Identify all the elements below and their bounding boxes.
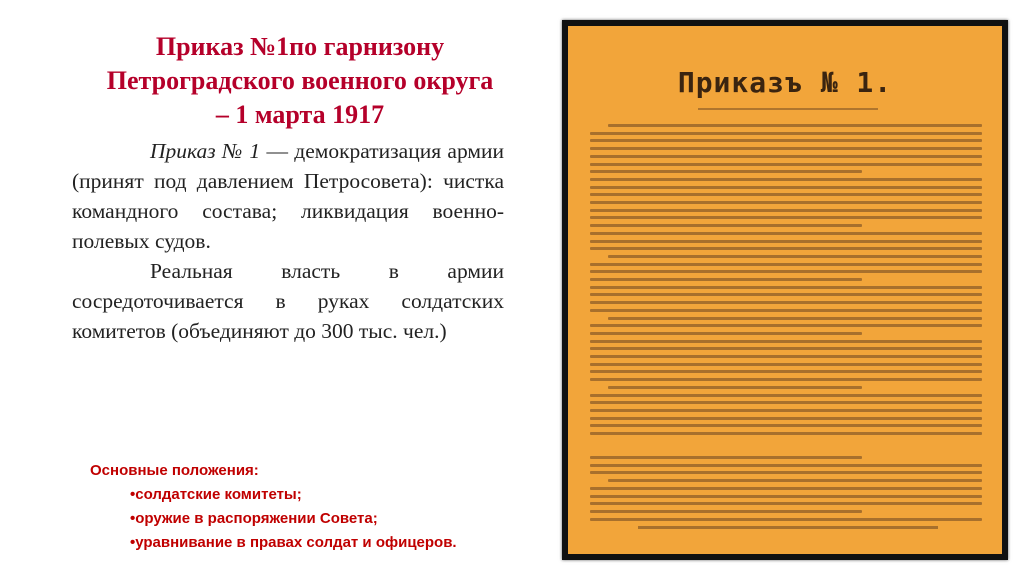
document-text-line	[590, 186, 982, 189]
document-text-line	[590, 247, 982, 250]
title-line-1: Приказ №1по гарнизону	[155, 32, 445, 61]
document-text-line	[590, 147, 982, 150]
document-heading-rule	[698, 108, 878, 110]
document-text-line	[590, 170, 862, 173]
document-text-line	[590, 417, 982, 420]
document-text-line	[590, 301, 982, 304]
document-text-line	[608, 255, 982, 258]
paragraph-order-description	[72, 136, 504, 256]
document-text-line	[590, 394, 982, 397]
document-text-line	[590, 139, 982, 142]
document-text-line	[590, 424, 982, 427]
document-text-line	[590, 224, 862, 227]
body-text	[72, 136, 504, 346]
order-name: Приказ № 1	[150, 139, 261, 163]
document-text-line	[590, 409, 982, 412]
document-text-line	[590, 293, 982, 296]
slide-title	[70, 30, 530, 132]
document-text-line	[590, 178, 982, 181]
document-text-line	[590, 432, 982, 435]
document-text-line	[590, 309, 982, 312]
document-text-line	[590, 263, 982, 266]
document-text-line	[590, 401, 982, 404]
document-text-line	[590, 363, 982, 366]
document-heading: Приказъ № 1.	[677, 66, 893, 99]
document-paper	[568, 26, 1002, 554]
document-text-line	[590, 347, 982, 350]
key-points-heading: Основные положения:	[90, 462, 259, 479]
document-text-line	[608, 386, 862, 389]
order-description: — демократизация армии (принят под давлением Петросовета): чистка командного состава; ликвидация военно-полевых судов.	[72, 139, 504, 253]
document-text-line	[590, 378, 982, 381]
key-point-item: •уравнивание в правах солдат и офицеров.	[130, 534, 457, 551]
title-line-2: Петроградского военного округа	[106, 66, 494, 95]
document-text-line	[590, 502, 982, 505]
document-text-line	[590, 132, 982, 135]
key-points	[90, 459, 457, 555]
document-text-line	[590, 487, 982, 490]
title-line-3: – 1 марта 1917	[215, 100, 385, 129]
document-text-line	[590, 495, 982, 498]
document-text-line	[590, 370, 982, 373]
document-text-line	[590, 355, 982, 358]
document-text-line	[590, 518, 982, 521]
document-text-line	[590, 471, 982, 474]
document-text-line	[590, 286, 982, 289]
document-text-line	[590, 240, 982, 243]
document-text-line	[590, 510, 862, 513]
document-text-line	[590, 324, 982, 327]
key-point-item: •оружие в распоряжении Совета;	[130, 510, 378, 527]
document-text-line	[590, 456, 862, 459]
real-power-text: Реальная власть в армии сосредоточивается в руках солдатских комитетов (объединяют до 300 тыс. чел.)	[72, 259, 504, 343]
historical-document-image	[562, 20, 1008, 560]
document-text-line	[590, 163, 982, 166]
paragraph-real-power	[72, 256, 504, 346]
document-text-line	[590, 464, 982, 467]
document-text-line	[590, 278, 862, 281]
document-text-line	[590, 340, 982, 343]
document-text-line	[590, 270, 982, 273]
document-text-line	[590, 232, 982, 235]
document-signature-line	[638, 526, 938, 529]
key-point-item: •солдатские комитеты;	[130, 486, 302, 503]
document-text-line	[590, 155, 982, 158]
document-text-line	[590, 216, 982, 219]
document-text-line	[590, 332, 862, 335]
document-text-line	[590, 201, 982, 204]
document-text-line	[608, 479, 982, 482]
document-text-line	[590, 193, 982, 196]
document-text-line	[608, 124, 982, 127]
document-text-line	[608, 317, 982, 320]
document-text-line	[590, 209, 982, 212]
